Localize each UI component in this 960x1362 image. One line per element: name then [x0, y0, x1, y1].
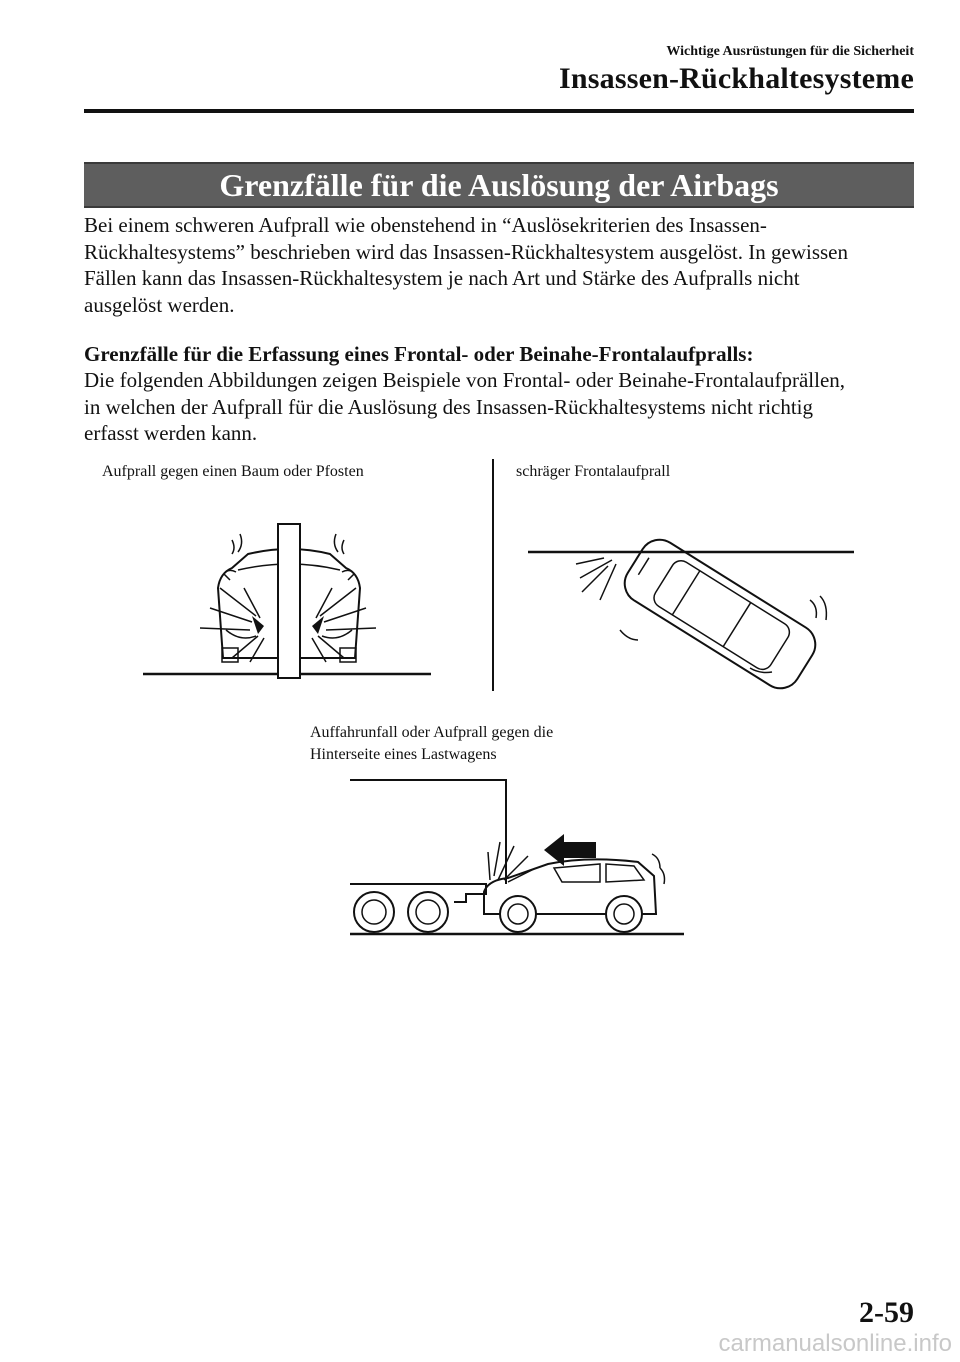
sub-line: Die folgenden Abbildungen zeigen Beispiele von Frontal- oder Beinahe-Frontalaufprällen, [84, 368, 846, 392]
sub-line: in welchen der Aufprall für die Auslösung des Insassen-Rückhaltesystems nicht richtig [84, 394, 814, 419]
intro-line: Bei einem schweren Aufprall wie obenstehend in “Auslösekriterien des Insassen- [84, 213, 767, 237]
truck-collision-caption [310, 722, 553, 766]
watermark: carmanualsonline.info [718, 1330, 952, 1357]
intro-paragraph [84, 212, 924, 318]
truck-collision-illustration [348, 776, 686, 938]
intro-line: Rückhaltesystems” beschrieben wird das Insassen-Rückhaltesystem ausgelöst. In gewissen [84, 239, 848, 264]
chapter-title: Insassen-Rückhaltesysteme [558, 62, 914, 95]
header-divider [84, 109, 914, 113]
truck-caption-line: Auffahrunfall oder Aufprall gegen die [310, 724, 554, 741]
section-title: Grenzfälle für die Auslösung der Airbags [84, 162, 914, 208]
subheading: Grenzfälle für die Erfassung eines Frontal- oder Beinahe-Frontalaufpralls: [84, 342, 754, 366]
tree-collision-illustration [140, 518, 435, 684]
figure-divider [492, 459, 494, 691]
page-number: 2-59 [859, 1296, 914, 1329]
intro-line: ausgelöst werden. [84, 292, 235, 317]
angled-collision-caption: schräger Frontalaufprall [516, 463, 671, 480]
intro-line: Fällen kann das Insassen-Rückhaltesystem je nach Art und Stärke des Aufpralls nicht [84, 266, 800, 290]
truck-caption-line: Hinterseite eines Lastwagens [310, 746, 497, 763]
angled-collision-illustration [520, 530, 860, 680]
header-section-label: Wichtige Ausrüstungen für die Sicherheit [666, 44, 914, 59]
sub-line: erfasst werden kann. [84, 421, 258, 445]
tree-collision-caption: Aufprall gegen einen Baum oder Pfosten [102, 463, 364, 480]
sub-paragraph [84, 367, 924, 447]
